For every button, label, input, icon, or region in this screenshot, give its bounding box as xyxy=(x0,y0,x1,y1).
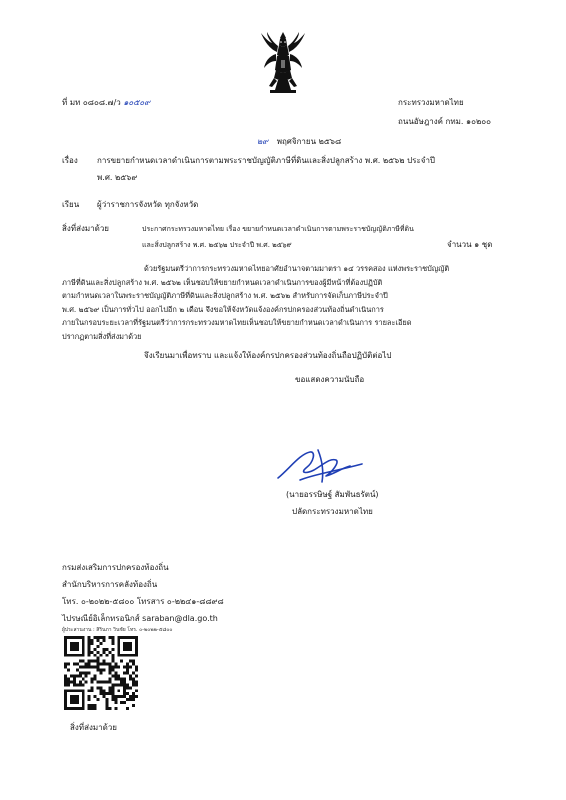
qr-caption: สิ่งที่ส่งมาด้วย xyxy=(70,723,117,732)
signature-icon xyxy=(270,444,370,490)
footer-coordinator: ผู้ประสานงาน : สิรินภา วินชัย โทร. ๐-๒๐๒๒-๕๘๐๐ xyxy=(62,627,173,633)
attachment-line-1: ประกาศกระทรวงมหาดไทย เรื่อง ขยายกำหนดเวลาดำเนินการตามพระราชบัญญัติภาษีที่ดิน xyxy=(142,225,414,233)
body-paragraph-2: จึงเรียนมาเพื่อทราบ และแจ้งให้องค์กรปกครองส่วนท้องถิ่นถือปฏิบัติต่อไป xyxy=(144,351,392,360)
subject-line-2: พ.ศ. ๒๕๖๙ xyxy=(97,173,138,182)
signatory-name: (นายอรรษิษฐ์ สัมพันธรัตน์) xyxy=(286,490,379,499)
document-date xyxy=(257,136,341,148)
date-day-handwritten: ๒๙ xyxy=(257,137,269,146)
body-line: ภายในกรอบระยะเวลาที่รัฐมนตรีว่าการกระทรวงมหาดไทยเห็นชอบให้ขยายกำหนดเวลาดำเนินการ รายละเอียด xyxy=(62,318,412,328)
signatory-position: ปลัดกระทรวงมหาดไทย xyxy=(292,507,373,516)
date-month-year: พฤศจิกายน ๒๕๖๘ xyxy=(276,137,342,146)
ministry-name: กระทรวงมหาดไทย xyxy=(398,98,464,107)
body-paragraph-1 xyxy=(62,262,449,344)
qr-code-icon xyxy=(64,636,138,710)
attachment-count: จำนวน ๑ ชุด xyxy=(447,240,493,249)
body-line: พ.ศ. ๒๕๖๙ เป็นการทั่วไป ออกไปอีก ๒ เดือน จึงขอให้จังหวัดแจ้งองค์กรปกครองส่วนท้องถิ่นดำเนินการ xyxy=(62,304,384,314)
attachment-label: สิ่งที่ส่งมาด้วย xyxy=(62,224,109,233)
body-line: ตามกำหนดเวลาในพระราชบัญญัติภาษีที่ดินและสิ่งปลูกสร้าง พ.ศ. ๒๕๖๒ สำหรับการจัดเก็บภาษีประจำปี xyxy=(62,291,388,301)
recipient-value: ผู้ว่าราชการจังหวัด ทุกจังหวัด xyxy=(97,200,199,209)
body-line: ด้วยรัฐมนตรีว่าการกระทรวงมหาดไทยอาศัยอำนาจตามมาตรา ๑๔ วรรคสอง แห่งพระราชบัญญัติ xyxy=(144,264,450,273)
body-line: ปรากฏตามสิ่งที่ส่งมาด้วย xyxy=(62,331,142,341)
subject-line-1: การขยายกำหนดเวลาดำเนินการตามพระราชบัญญัติภาษีที่ดินและสิ่งปลูกสร้าง พ.ศ. ๒๕๖๒ ประจำปี xyxy=(97,156,436,165)
reference-number xyxy=(62,97,150,109)
closing-regards: ขอแสดงความนับถือ xyxy=(295,375,365,384)
garuda-emblem-icon xyxy=(260,30,306,96)
recipient-label: เรียน xyxy=(62,200,80,209)
ministry-address: ถนนอัษฎางค์ กทม. ๑๐๒๐๐ xyxy=(398,117,491,126)
attachment-line-2: และสิ่งปลูกสร้าง พ.ศ. ๒๕๖๒ ประจำปี พ.ศ. ๒๕๖๙ xyxy=(142,241,292,249)
footer-phone: โทร. ๐-๒๐๒๒-๕๘๐๐ โทรสาร ๐-๒๒๔๑-๘๘๙๘ xyxy=(62,597,224,606)
footer-office: สำนักบริหารการคลังท้องถิ่น xyxy=(62,580,158,589)
reference-prefix: ที่ มท ๐๘๐๘.๗/ว xyxy=(62,98,121,107)
footer-department: กรมส่งเสริมการปกครองท้องถิ่น xyxy=(62,563,169,572)
body-line: ภาษีที่ดินและสิ่งปลูกสร้าง พ.ศ. ๒๕๖๒ เห็นชอบให้ขยายกำหนดเวลาดำเนินการของผู้มีหน้าที่ต้องปฏิบัติ xyxy=(62,277,383,287)
footer-email: ไปรษณีย์อิเล็กทรอนิกส์ saraban@dla.go.th xyxy=(62,614,218,623)
subject-label: เรื่อง xyxy=(62,156,78,165)
reference-handwritten-number: ๑๐๕๐๙ xyxy=(123,98,151,107)
